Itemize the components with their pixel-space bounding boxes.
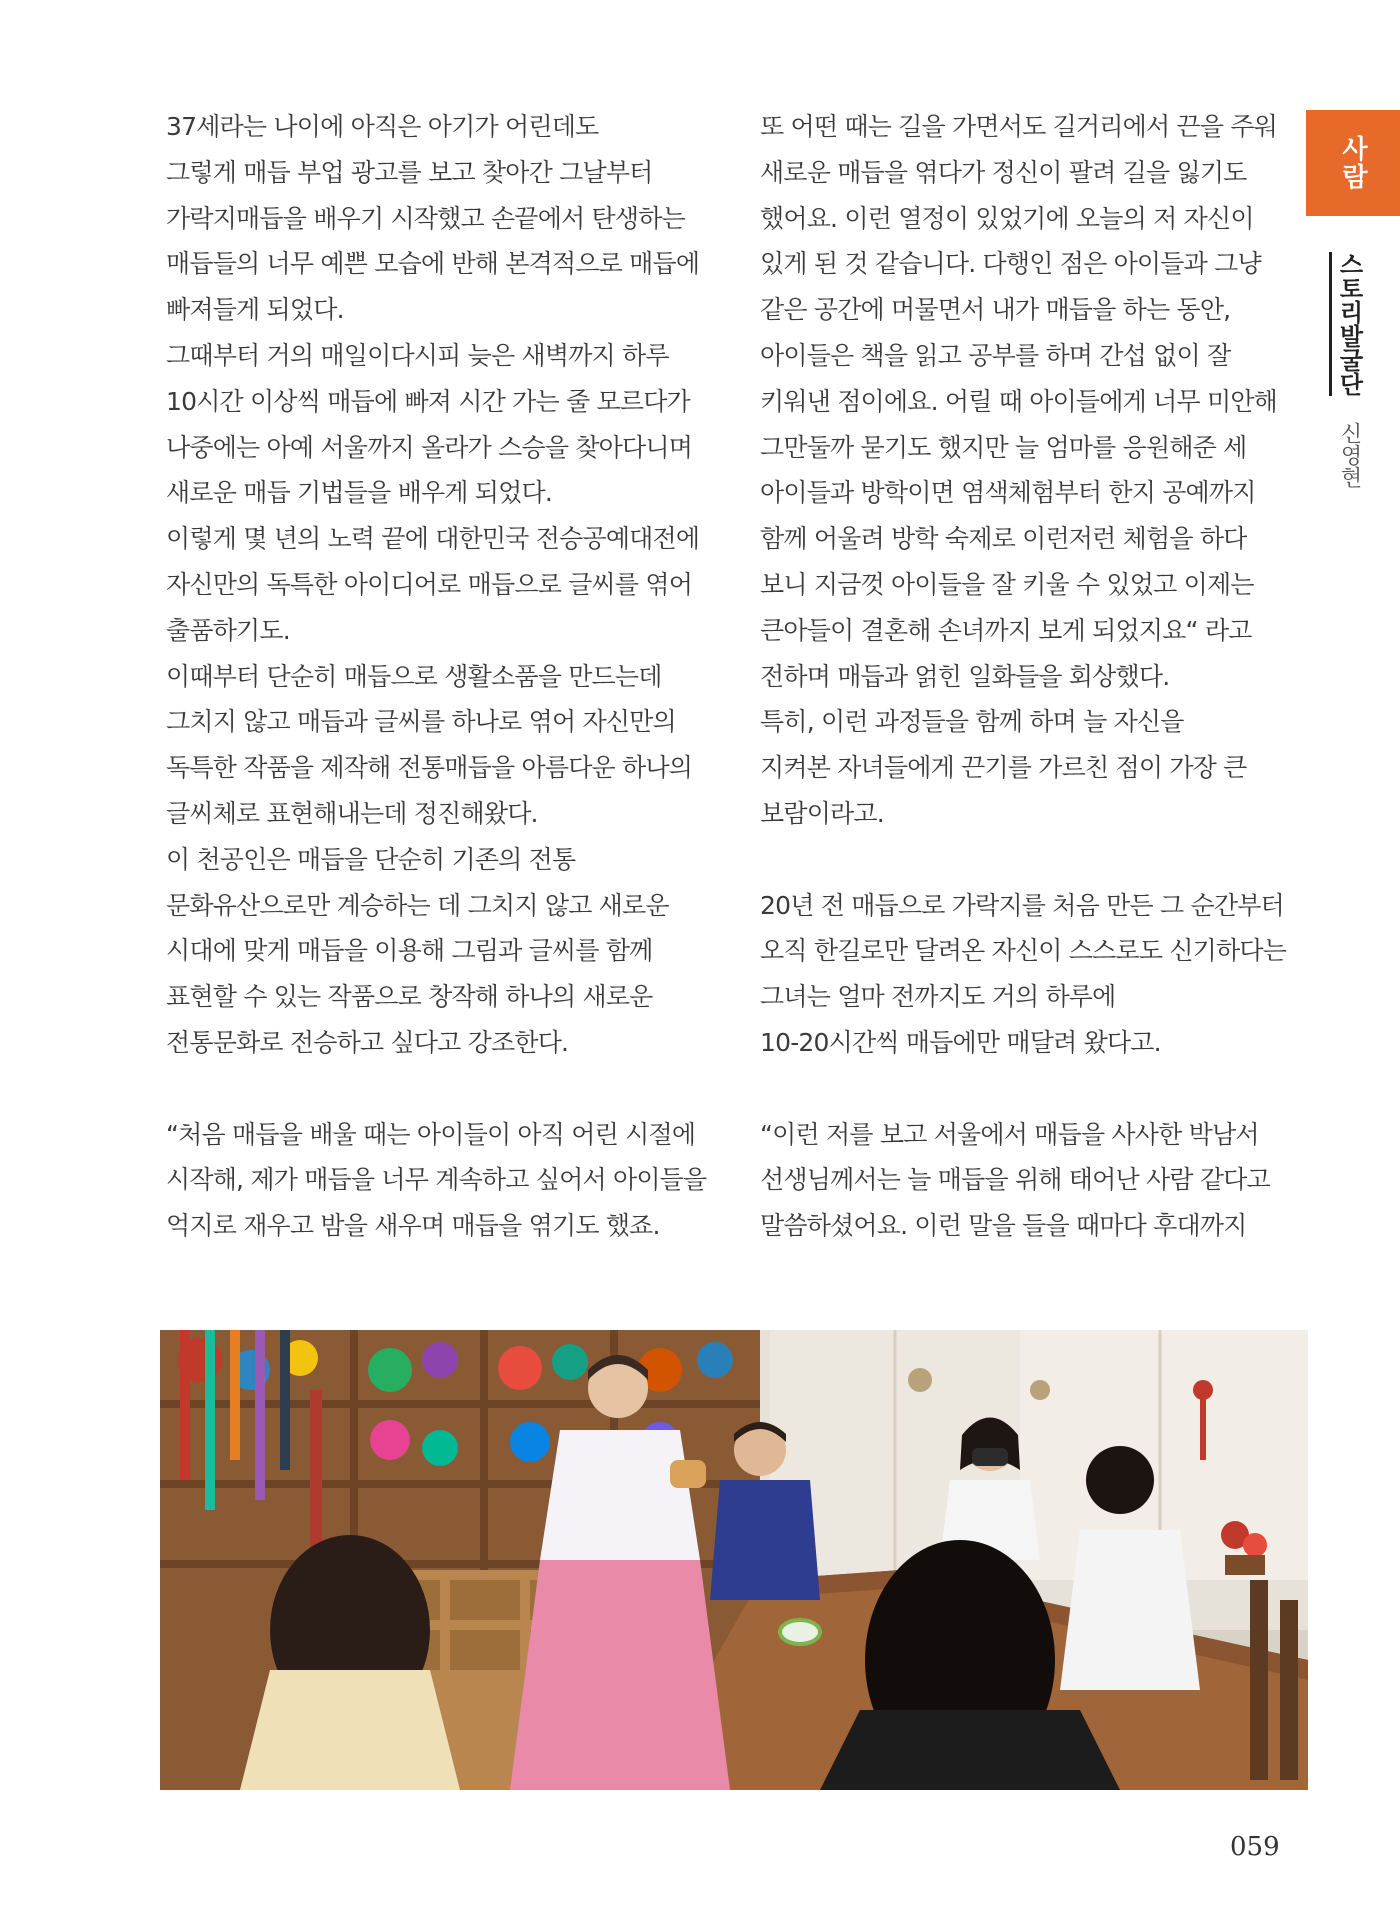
paragraph-line: 보람이라고. (760, 798, 884, 828)
section-tab-label: 사람 (1337, 135, 1368, 191)
paragraph-line: 같은 공간에 머물면서 내가 매듭을 하는 동안, (760, 295, 1231, 325)
right-text-column (760, 104, 1300, 1249)
paragraph-gap (166, 1066, 726, 1112)
workshop-photo (160, 1330, 1308, 1790)
paragraph-line: 아이들은 책을 읽고 공부를 하며 간섭 없이 잘 (760, 340, 1231, 370)
paragraph-line: 글씨체로 표현해내는데 정진해왔다. (166, 798, 538, 828)
photo-illustration (160, 1330, 1308, 1790)
paragraph-line: 새로운 매듭을 엮다가 정신이 팔려 길을 잃기도 (760, 157, 1247, 187)
paragraph-line: 빠져들게 되었다. (166, 295, 344, 325)
paragraph-line: 10시간 이상씩 매듭에 빠져 시간 가는 줄 모르다가 (166, 386, 690, 416)
paragraph-line: 표현할 수 있는 작품으로 창작해 하나의 새로운 (166, 982, 653, 1012)
paragraph-line: 전하며 매듭과 얽힌 일화들을 회상했다. (760, 661, 1170, 691)
paragraph-line: 나중에는 아예 서울까지 올라가 스승을 찾아다니며 (166, 432, 693, 462)
author-name: 신영현 (1337, 421, 1362, 488)
paragraph-line: 억지로 재우고 밤을 새우며 매듭을 엮기도 했죠. (166, 1211, 660, 1241)
paragraph-line: “이런 저를 보고 서울에서 매듭을 사사한 박남서 (760, 1119, 1259, 1149)
paragraph-line: 10-20시간씩 매듭에만 매달려 왔다고. (760, 1027, 1161, 1057)
paragraph-line: 문화유산으로만 계승하는 데 그치지 않고 새로운 (166, 890, 669, 920)
paragraph-line: 오직 한길로만 달려온 자신이 스스로도 신기하다는 (760, 936, 1287, 966)
paragraph-line: 가락지매듭을 배우기 시작했고 손끝에서 탄생하는 (166, 203, 685, 233)
paragraph-line: 시작해, 제가 매듭을 너무 계속하고 싶어서 아이들을 (166, 1165, 707, 1195)
section-tab (1306, 110, 1400, 216)
paragraph-line: 20년 전 매듭으로 가락지를 처음 만든 그 순간부터 (760, 890, 1284, 920)
paragraph-line: 또 어떤 때는 길을 가면서도 길거리에서 끈을 주워 (760, 112, 1278, 141)
paragraph-line: 큰아들이 결혼해 손녀까지 보게 되었지요“ 라고 (760, 615, 1252, 645)
paragraph-line: 했어요. 이런 열정이 있었기에 오늘의 저 자신이 (760, 203, 1254, 233)
left-text-column (166, 104, 726, 1249)
paragraph-line: 전통문화로 전승하고 싶다고 강조한다. (166, 1027, 569, 1057)
paragraph-line: “처음 매듭을 배울 때는 아이들이 아직 어린 시절에 (166, 1119, 696, 1149)
paragraph-line: 특히, 이런 과정들을 함께 하며 늘 자신을 (760, 707, 1184, 737)
page-number: 059 (1230, 1832, 1280, 1862)
paragraph-line: 보니 지금껏 아이들을 잘 키울 수 있었고 이제는 (760, 569, 1254, 599)
paragraph-line: 매듭들의 너무 예쁜 모습에 반해 본격적으로 매듭에 (166, 249, 700, 279)
paragraph-line: 선생님께서는 늘 매듭을 위해 태어난 사람 같다고 (760, 1165, 1270, 1195)
paragraph-line: 함께 어울려 방학 숙제로 이런저런 체험을 하다 (760, 524, 1247, 554)
paragraph-line: 이렇게 몇 년의 노력 끝에 대한민국 전승공예대전에 (166, 524, 700, 554)
paragraph-line: 출품하기도. (166, 615, 290, 645)
paragraph-line: 37세라는 나이에 아직은 아기가 어린데도 (166, 112, 599, 141)
paragraph-line: 그치지 않고 매듭과 글씨를 하나로 엮어 자신만의 (166, 707, 676, 737)
paragraph-line: 아이들과 방학이면 염색체험부터 한지 공예까지 (760, 478, 1256, 508)
paragraph-line: 말씀하셨어요. 이런 말을 들을 때마다 후대까지 (760, 1211, 1247, 1241)
paragraph-line: 키워낸 점이에요. 어릴 때 아이들에게 너무 미안해 (760, 386, 1278, 416)
paragraph-gap (760, 1066, 1300, 1112)
paragraph-line: 그때부터 거의 매일이다시피 늦은 새벽까지 하루 (166, 340, 669, 370)
paragraph-line: 독특한 작품을 제작해 전통매듭을 아름다운 하나의 (166, 753, 693, 783)
paragraph-line: 그만둘까 묻기도 했지만 늘 엄마를 응원해준 세 (760, 432, 1247, 462)
paragraph-line: 자신만의 독특한 아이디어로 매듭으로 글씨를 엮어 (166, 569, 693, 599)
paragraph-line: 이때부터 단순히 매듭으로 생활소품을 만드는데 (166, 661, 662, 691)
series-sidebar (1332, 252, 1367, 488)
paragraph-line: 그렇게 매듭 부업 광고를 보고 찾아간 그날부터 (166, 157, 653, 187)
paragraph-line: 새로운 매듭 기법들을 배우게 되었다. (166, 478, 552, 508)
paragraph-line: 시대에 맞게 매듭을 이용해 그림과 글씨를 함께 (166, 936, 653, 966)
paragraph-gap (760, 837, 1300, 883)
paragraph-line: 그녀는 얼마 전까지도 거의 하루에 (760, 982, 1116, 1012)
paragraph-line: 이 천공인은 매듭을 단순히 기존의 전통 (166, 844, 576, 874)
series-title: 스토리발굴단 (1329, 252, 1363, 396)
paragraph-line: 지켜본 자녀들에게 끈기를 가르친 점이 가장 큰 (760, 753, 1247, 783)
paragraph-line: 있게 된 것 같습니다. 다행인 점은 아이들과 그냥 (760, 249, 1261, 279)
